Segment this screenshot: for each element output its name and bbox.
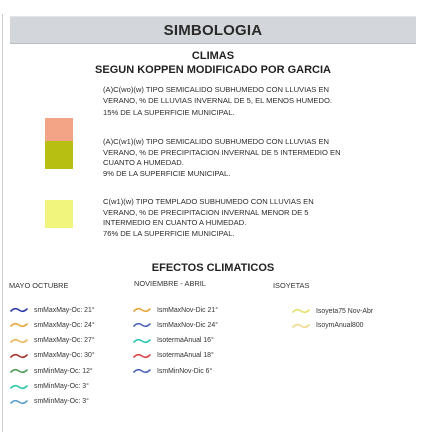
isoline-symbol-icon [133, 306, 151, 314]
mayo-octubre-item [10, 365, 93, 377]
noviembre-abril-label: IsmMaxNov-Dic 24° [157, 321, 218, 329]
mayo-octubre-item [10, 350, 95, 362]
climate-2-line-1: (A)C(w1)(w) TIPO SEMICALIDO SUBHUMEDO CON LLUVIAS EN [103, 137, 330, 146]
isoline-symbol-icon [10, 306, 28, 314]
isoline-symbol-icon [133, 321, 151, 329]
mayo-octubre-item [10, 304, 95, 316]
mayo-octubre-label: smMaxMay-Oc: 24° [34, 321, 95, 329]
noviembre-abril-label: IsotermaAnual 16° [157, 337, 214, 345]
climate-3-line-2: VERANO, % DE PRECIPITACION INVERNAL MENOR DE 5 [103, 207, 309, 217]
mayo-octubre-label: smMinMay-Oc: 3° [34, 383, 89, 390]
mayo-octubre-item [10, 381, 89, 393]
isoline-symbol-icon [10, 352, 28, 360]
climate-2-line-2: VERANO, % DE PRECIPITACION INVERNAL DE 5 INTERMEDIO EN [103, 147, 341, 157]
mayo-octubre-item [10, 335, 95, 347]
isoyeta-item [292, 320, 364, 332]
climate-description-3 [103, 197, 403, 239]
isoline-symbol-icon [10, 398, 28, 406]
climate-1-line-1: (A)C(wo)(w) TIPO SEMICALIDO SUBHUMEDO CON LLUVIAS EN [103, 85, 330, 94]
noviembre-abril-label: IsmMinNov-Dic 6° [157, 367, 213, 375]
isoline-symbol-icon [133, 337, 151, 345]
isoline-symbol-icon [10, 383, 28, 391]
isoyeta-label: Isoyeta75 Nov-Abr [316, 307, 374, 315]
mayo-octubre-label: smMaxMay-Oc: 30° [34, 352, 95, 360]
climate-2-line-4: 9% DE LA SUPERFICIE MUNICIPAL. [103, 168, 231, 178]
isoline-symbol-icon [133, 352, 151, 360]
climate-1-line-2: VERANO, % DE LLUVIAS INVERNAL DE 5, EL MENOS HUMEDO. [103, 95, 332, 105]
climate-1-line-3: 15% DE LA SUPERFICIE MUNICIPAL. [103, 108, 235, 118]
column-heading-noviembre-abril: NOVIEMBRE - ABRIL [134, 279, 206, 288]
mayo-octubre-label: smMaxMay-Oc: 21° [34, 306, 95, 314]
isoyeta-label: IsoymAnual800 [316, 322, 364, 329]
climate-description-2 [103, 137, 403, 179]
mayo-octubre-label: smMinMay-Oc: 3° [34, 398, 89, 406]
noviembre-abril-label: IsotermaAnual 18° [157, 352, 214, 360]
isoline-symbol-icon [292, 322, 310, 330]
column-heading-isoyetas: ISOYETAS [273, 281, 310, 290]
mayo-octubre-item [10, 319, 95, 331]
isoline-symbol-icon [10, 367, 28, 375]
mayo-octubre-label: smMaxMay-Oc: 27° [34, 337, 95, 345]
column-heading-mayo-octubre: MAYO OCTUBRE [9, 281, 69, 290]
noviembre-abril-item [133, 319, 218, 331]
climate-swatch-semicalido-intermedio [45, 141, 73, 169]
climas-heading: CLIMAS [191, 50, 235, 62]
isoline-symbol-icon [133, 367, 151, 375]
isoline-symbol-icon [10, 337, 28, 345]
noviembre-abril-item [133, 365, 212, 377]
climate-2-line-3: CUANTO A HUMEDAD. [103, 158, 184, 168]
climate-description-1 [103, 85, 403, 119]
climate-3-line-4: 76% DE LA SUPERFICIE MUNICIPAL. [103, 228, 235, 238]
legend-title: SIMBOLOGIA [163, 21, 263, 39]
noviembre-abril-label: IsmMaxNov-Dic 21° [157, 306, 218, 314]
left-border-line [2, 14, 3, 432]
legend-title-bar [10, 16, 416, 44]
isoline-symbol-icon [292, 307, 310, 315]
noviembre-abril-item [133, 304, 218, 316]
climate-3-line-1: C(w1)(w) TIPO TEMPLADO SUBHUMEDO CON LLUVIAS EN [103, 197, 314, 206]
isoyeta-item [292, 305, 373, 317]
isoline-symbol-icon [10, 321, 28, 329]
efectos-heading: EFECTOS CLIMATICOS [151, 262, 275, 274]
mayo-octubre-label: smMinMay-Oc: 12° [34, 367, 93, 375]
climate-swatch-templado [45, 200, 73, 228]
mayo-octubre-item [10, 396, 89, 408]
noviembre-abril-item [133, 335, 214, 347]
climas-subheading: SEGUN KOPPEN MODIFICADO POR GARCIA [95, 64, 331, 76]
noviembre-abril-item [133, 350, 214, 362]
climate-3-line-3: INTERMEDIO EN CUANTO A HUMEDAD. [103, 218, 247, 228]
